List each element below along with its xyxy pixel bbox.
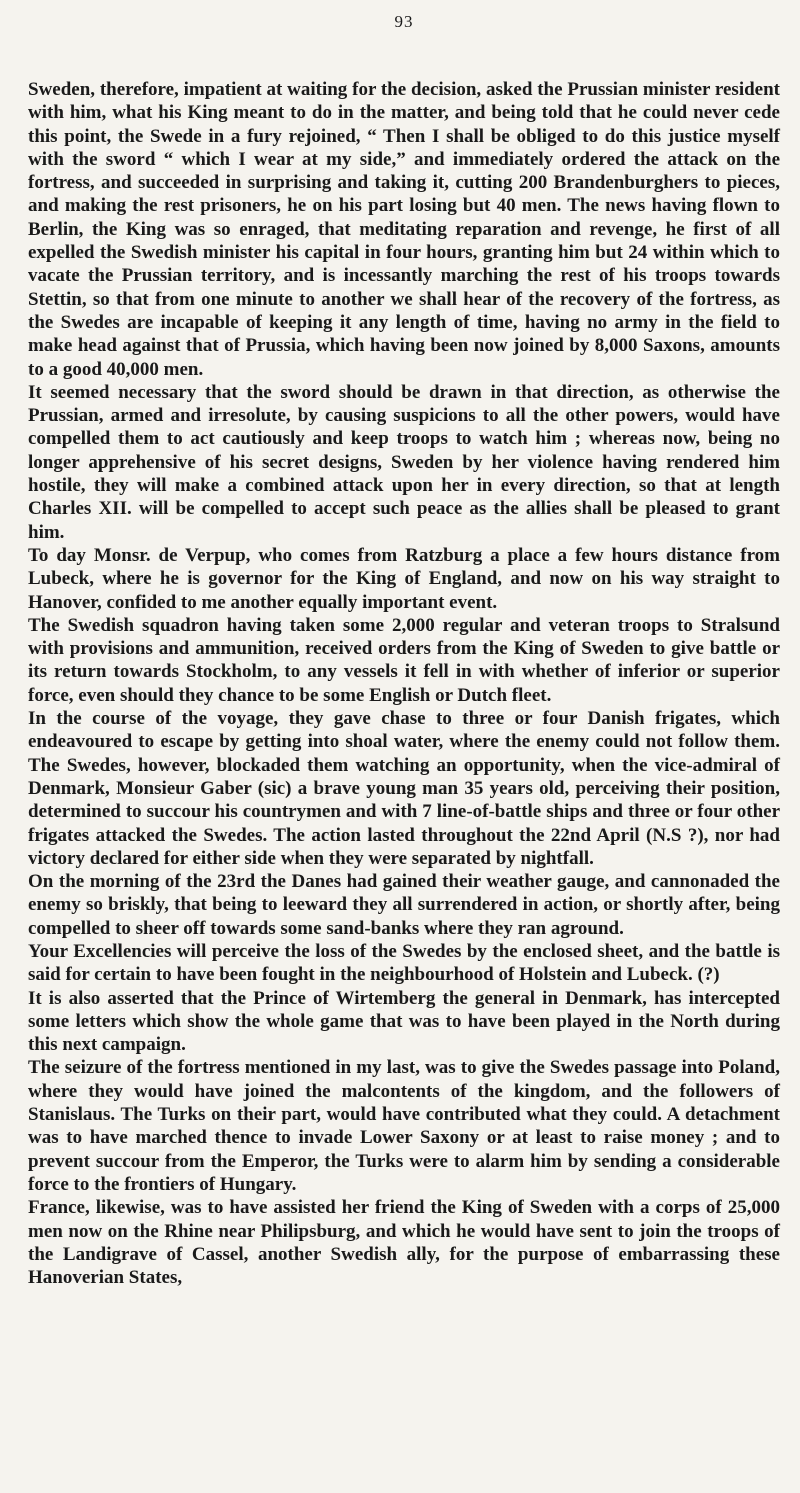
paragraph-1: Sweden, therefore, impatient at waiting for the decision, asked the Prussian minister resident with him, what his King meant to do in the matter, and being told that he could never cede this point, the Swede in a fury rejoined, “ Then I shall be obliged to do this justice myself with the sword “ which I wear at my side,” and immediately ordered the attack on the fortress, and succeeded in surprising and taking it, cutting 200 Brandenburghers to pieces, and making the rest prisoners, he on his part losing but 40 men. The news having flown to Berlin, the King was so enraged, that meditating reparation and revenge, he first of all expelled the Swedish minister his capital in four hours, granting him but 24 within which to vacate the Prussian territory, and is incessantly marching the rest of his troops towards Stettin, so that from one minute to another we shall hear of the recovery of the fortress, as the Swedes are incapable of keeping it any length of time, having no army in the field to make head against that of Prussia, which having been now joined by 8,000 Saxons, amounts to a good 40,000 men. — [28, 79, 780, 380]
paragraph-8: It is also asserted that the Prince of Wirtemberg the general in Denmark, has intercepted some letters which show the whole game that was to have been played in the North during this next campaign. — [28, 987, 780, 1056]
paragraph-6: On the morning of the 23rd the Danes had gained their weather gauge, and cannonaded the enemy so briskly, that being to leeward they all surrendered in action, or shortly after, being compelled to sheer off towards some sand-banks where they ran aground. — [28, 871, 780, 939]
paragraph-4: The Swedish squadron having taken some 2,000 regular and veteran troops to Stralsund with provisions and ammunition, received orders from the King of Sweden to give battle or its return towards Stockholm, to any vessels it fell in with whether of inferior or superior force, even should they chance to be some English or Dutch fleet. — [28, 614, 780, 706]
page-number: 93 — [394, 12, 414, 31]
document-body — [28, 78, 780, 1289]
paragraph-7: Your Excellencies will perceive the loss of the Swedes by the enclosed sheet, and the battle is said for certain to have been fought in the neighbourhood of Holstein and Lubeck. (?) — [28, 940, 780, 986]
paragraph-3: To day Monsr. de Verpup, who comes from Ratzburg a place a few hours distance from Lubeck, where he is governor for the King of England, and now on his way straight to Hanover, confided to me another equally important event. — [28, 544, 780, 613]
paragraph-5: In the course of the voyage, they gave chase to three or four Danish frigates, which endeavoured to escape by getting into shoal water, where the enemy could not follow them. The Swedes, however, blockaded them watching an opportunity, when the vice-admiral of Denmark, Monsieur Gaber (sic) a brave young man 35 years old, perceiving their position, determined to succour his countrymen and with 7 line-of-battle ships and three or four other frigates attacked the Swedes. The action lasted throughout the 22nd April (N.S ?), nor had victory declared for either side when they were separated by nightfall. — [28, 708, 780, 869]
paragraph-2: It seemed necessary that the sword should be drawn in that direction, as otherwise the Prussian, armed and irresolute, by causing suspicions to all the other powers, would have compelled them to act cautiously and keep troops to watch him ; whereas now, being no longer apprehensive of his secret designs, Sweden by her violence having rendered him hostile, they will make a combined attack upon her in every direction, so that at length Charles XII. will be compelled to accept such peace as the allies shall be pleased to grant him. — [28, 381, 780, 543]
paragraph-9: The seizure of the fortress mentioned in my last, was to give the Swedes passage into Poland, where they would have joined the malcontents of the kingdom, and the followers of Stanislaus. The Turks on their part, would have contributed what they could. A detachment was to have marched thence to invade Lower Saxony or at least to raise money ; and to prevent succour from the Emperor, the Turks were to alarm him by sending a considerable force to the frontiers of Hungary. — [28, 1057, 780, 1195]
paragraph-10: France, likewise, was to have assisted her friend the King of Sweden with a corps of 25,000 men now on the Rhine near Philipsburg, and which he would have sent to join the troops of the Landigrave of Cassel, another Swedish ally, for the purpose of embarrassing these Hanoverian States, — [28, 1197, 780, 1289]
